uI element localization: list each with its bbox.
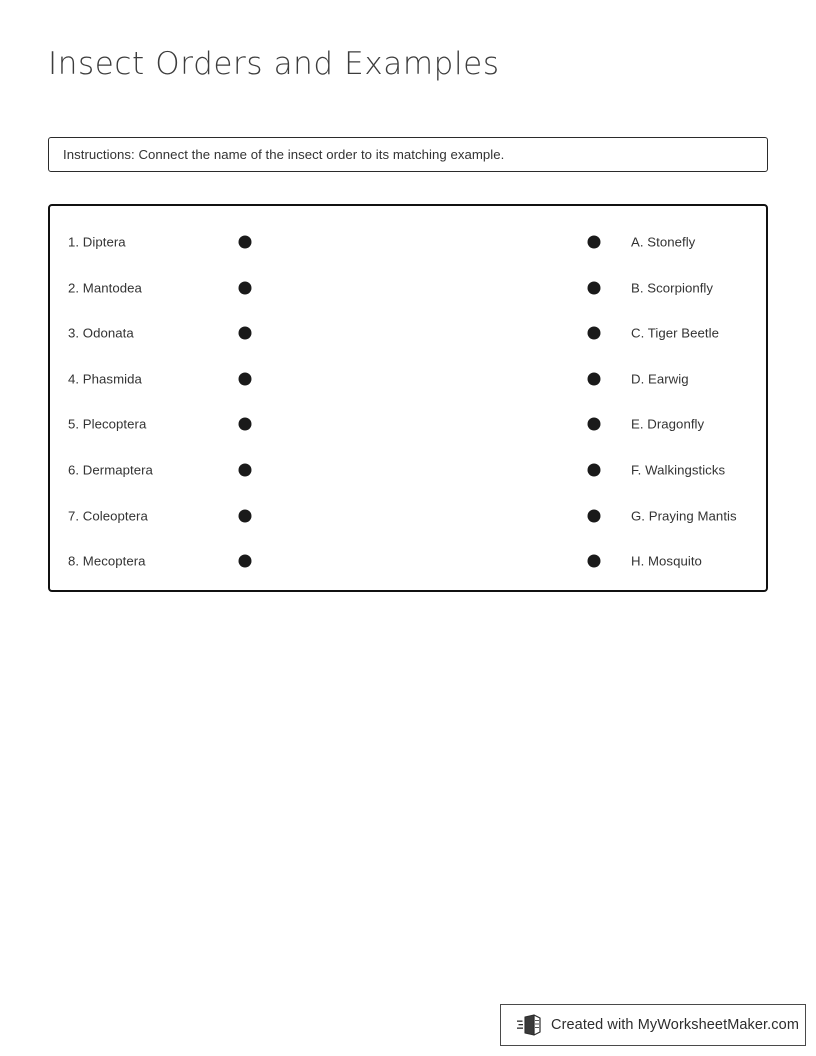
left-item-label: 3. Odonata: [68, 325, 134, 341]
matching-row: [50, 322, 766, 344]
dot-shape: [588, 372, 601, 385]
matching-row: [50, 368, 766, 390]
matching-row: [50, 277, 766, 299]
dot-shape: [239, 464, 252, 477]
right-connector-dot[interactable]: [588, 464, 601, 477]
dot-shape: [239, 418, 252, 431]
dot-shape: [239, 372, 252, 385]
right-connector-dot[interactable]: [588, 418, 601, 431]
right-item-label: D. Earwig: [631, 371, 689, 387]
left-connector-dot[interactable]: [239, 327, 252, 340]
dot-shape: [588, 555, 601, 568]
left-connector-dot[interactable]: [239, 236, 252, 249]
right-item-label: F. Walkingsticks: [631, 462, 726, 478]
right-item-label: E. Dragonfly: [631, 416, 705, 432]
right-connector-dot[interactable]: [588, 327, 601, 340]
left-item-label: 7. Coleoptera: [68, 508, 148, 524]
left-connector-dot[interactable]: [239, 372, 252, 385]
right-item-label: B. Scorpionfly: [631, 280, 714, 296]
right-item-label: H. Mosquito: [631, 553, 702, 569]
page-title: Insect Orders and Examples: [48, 46, 500, 82]
left-item-label: 4. Phasmida: [68, 371, 142, 387]
left-item-label: 8. Mecoptera: [68, 553, 146, 569]
right-connector-dot[interactable]: [588, 372, 601, 385]
dot-shape: [239, 327, 252, 340]
left-connector-dot[interactable]: [239, 281, 252, 294]
dot-shape: [239, 555, 252, 568]
matching-row: [50, 231, 766, 253]
right-connector-dot[interactable]: [588, 236, 601, 249]
right-item-label: C. Tiger Beetle: [631, 325, 719, 341]
right-connector-dot[interactable]: [588, 555, 601, 568]
matching-row: [50, 505, 766, 527]
dot-shape: [588, 418, 601, 431]
dot-shape: [588, 464, 601, 477]
left-item-label: 5. Plecoptera: [68, 416, 147, 432]
left-item-label: 2. Mantodea: [68, 280, 142, 296]
left-connector-dot[interactable]: [239, 509, 252, 522]
instructions-text: Instructions: Connect the name of the insect order to its matching example.: [63, 146, 505, 162]
left-connector-dot[interactable]: [239, 418, 252, 431]
matching-rows-container: [50, 206, 766, 590]
dot-shape: [588, 509, 601, 522]
dot-shape: [588, 327, 601, 340]
right-connector-dot[interactable]: [588, 281, 601, 294]
left-connector-dot[interactable]: [239, 555, 252, 568]
dot-shape: [588, 236, 601, 249]
right-item-label: G. Praying Mantis: [631, 508, 737, 524]
left-item-label: 6. Dermaptera: [68, 462, 153, 478]
matching-row: [50, 413, 766, 435]
matching-exercise-panel: [48, 204, 768, 592]
dot-shape: [239, 281, 252, 294]
dot-shape: [239, 509, 252, 522]
left-connector-dot[interactable]: [239, 464, 252, 477]
dot-shape: [588, 281, 601, 294]
instructions-box: [48, 137, 768, 172]
right-item-label: A. Stonefly: [631, 234, 696, 250]
matching-row: [50, 550, 766, 572]
dot-shape: [239, 236, 252, 249]
worksheet-maker-logo-icon: [517, 1014, 543, 1036]
left-item-label: 1. Diptera: [68, 234, 126, 250]
credit-text: Created with MyWorksheetMaker.com: [551, 1017, 800, 1033]
credit-badge: [500, 1004, 806, 1046]
right-connector-dot[interactable]: [588, 509, 601, 522]
matching-row: [50, 459, 766, 481]
